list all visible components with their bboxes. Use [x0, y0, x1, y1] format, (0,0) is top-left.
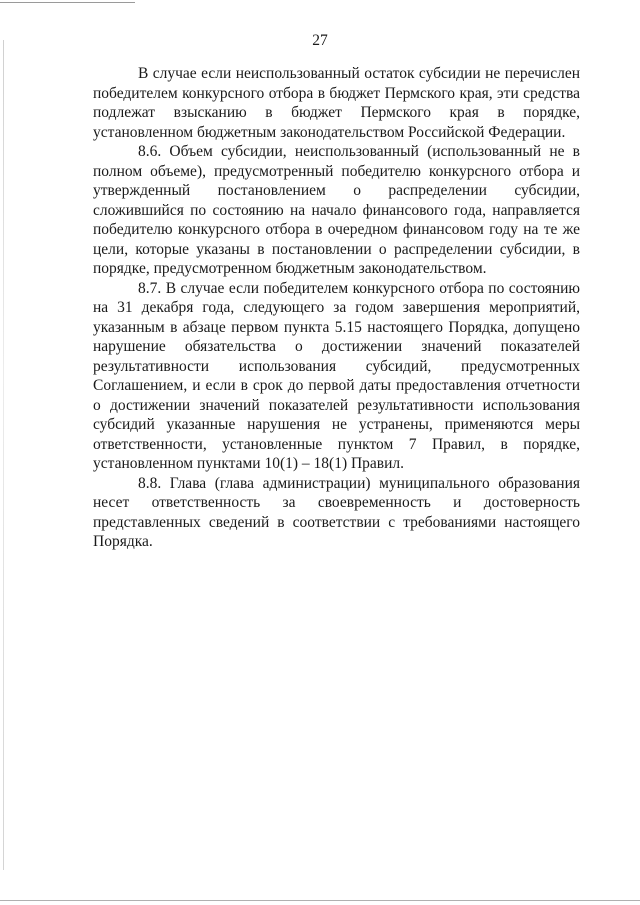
paragraph-8-6: 8.6. Объем субсидии, неиспользованный (использованный не в полном объеме), предусмотренный победителю конкурсного отбора и утвержденный постановлением о распределении субсидии, сложившийся по состоянию на начало финансового года, направляется победителю конкурсного отбора в очередном финансовом году на те же цели, которые указаны в постановлении о распределении субсидии, в порядке, предусмотренном бюджетным законодательством.	[93, 143, 580, 277]
paragraph-8-7: 8.7. В случае если победителем конкурсного отбора по состоянию на 31 декабря года, следующего за годом завершения мероприятий, указанным в абзаце первом пункта 5.15 настоящего Порядка, допущено нарушение обязательства о достижении значений показателей результативности использования субсидий, предусмотренных Соглашением, и если в срок до первой даты предоставления отчетности о достижении значений показателей результативности использования субсидий указанные нарушения не устранены, применяются меры ответственности, установленные пунктом 7 Правил, в порядке, установленном пунктами 10(1) – 18(1) Правил.	[93, 279, 580, 472]
scan-left-edge	[3, 40, 4, 870]
document-body	[93, 64, 580, 552]
scan-bottom-line	[0, 900, 640, 901]
paragraph-8-8: 8.8. Глава (глава администрации) муниципального образования несет ответственность за своевременность и достоверность представленных сведений в соответствии с требованиями настоящего Порядка.	[93, 474, 580, 550]
paragraph-unused-balance-recovery: В случае если неиспользованный остаток субсидии не перечислен победителем конкурсного отбора в бюджет Пермского края, эти средства подлежат взысканию в бюджет Пермского края в порядке, установленном бюджетным законодательством Российской Федерации.	[93, 65, 580, 141]
page-number: 27	[312, 32, 328, 49]
scan-top-line	[0, 2, 135, 3]
